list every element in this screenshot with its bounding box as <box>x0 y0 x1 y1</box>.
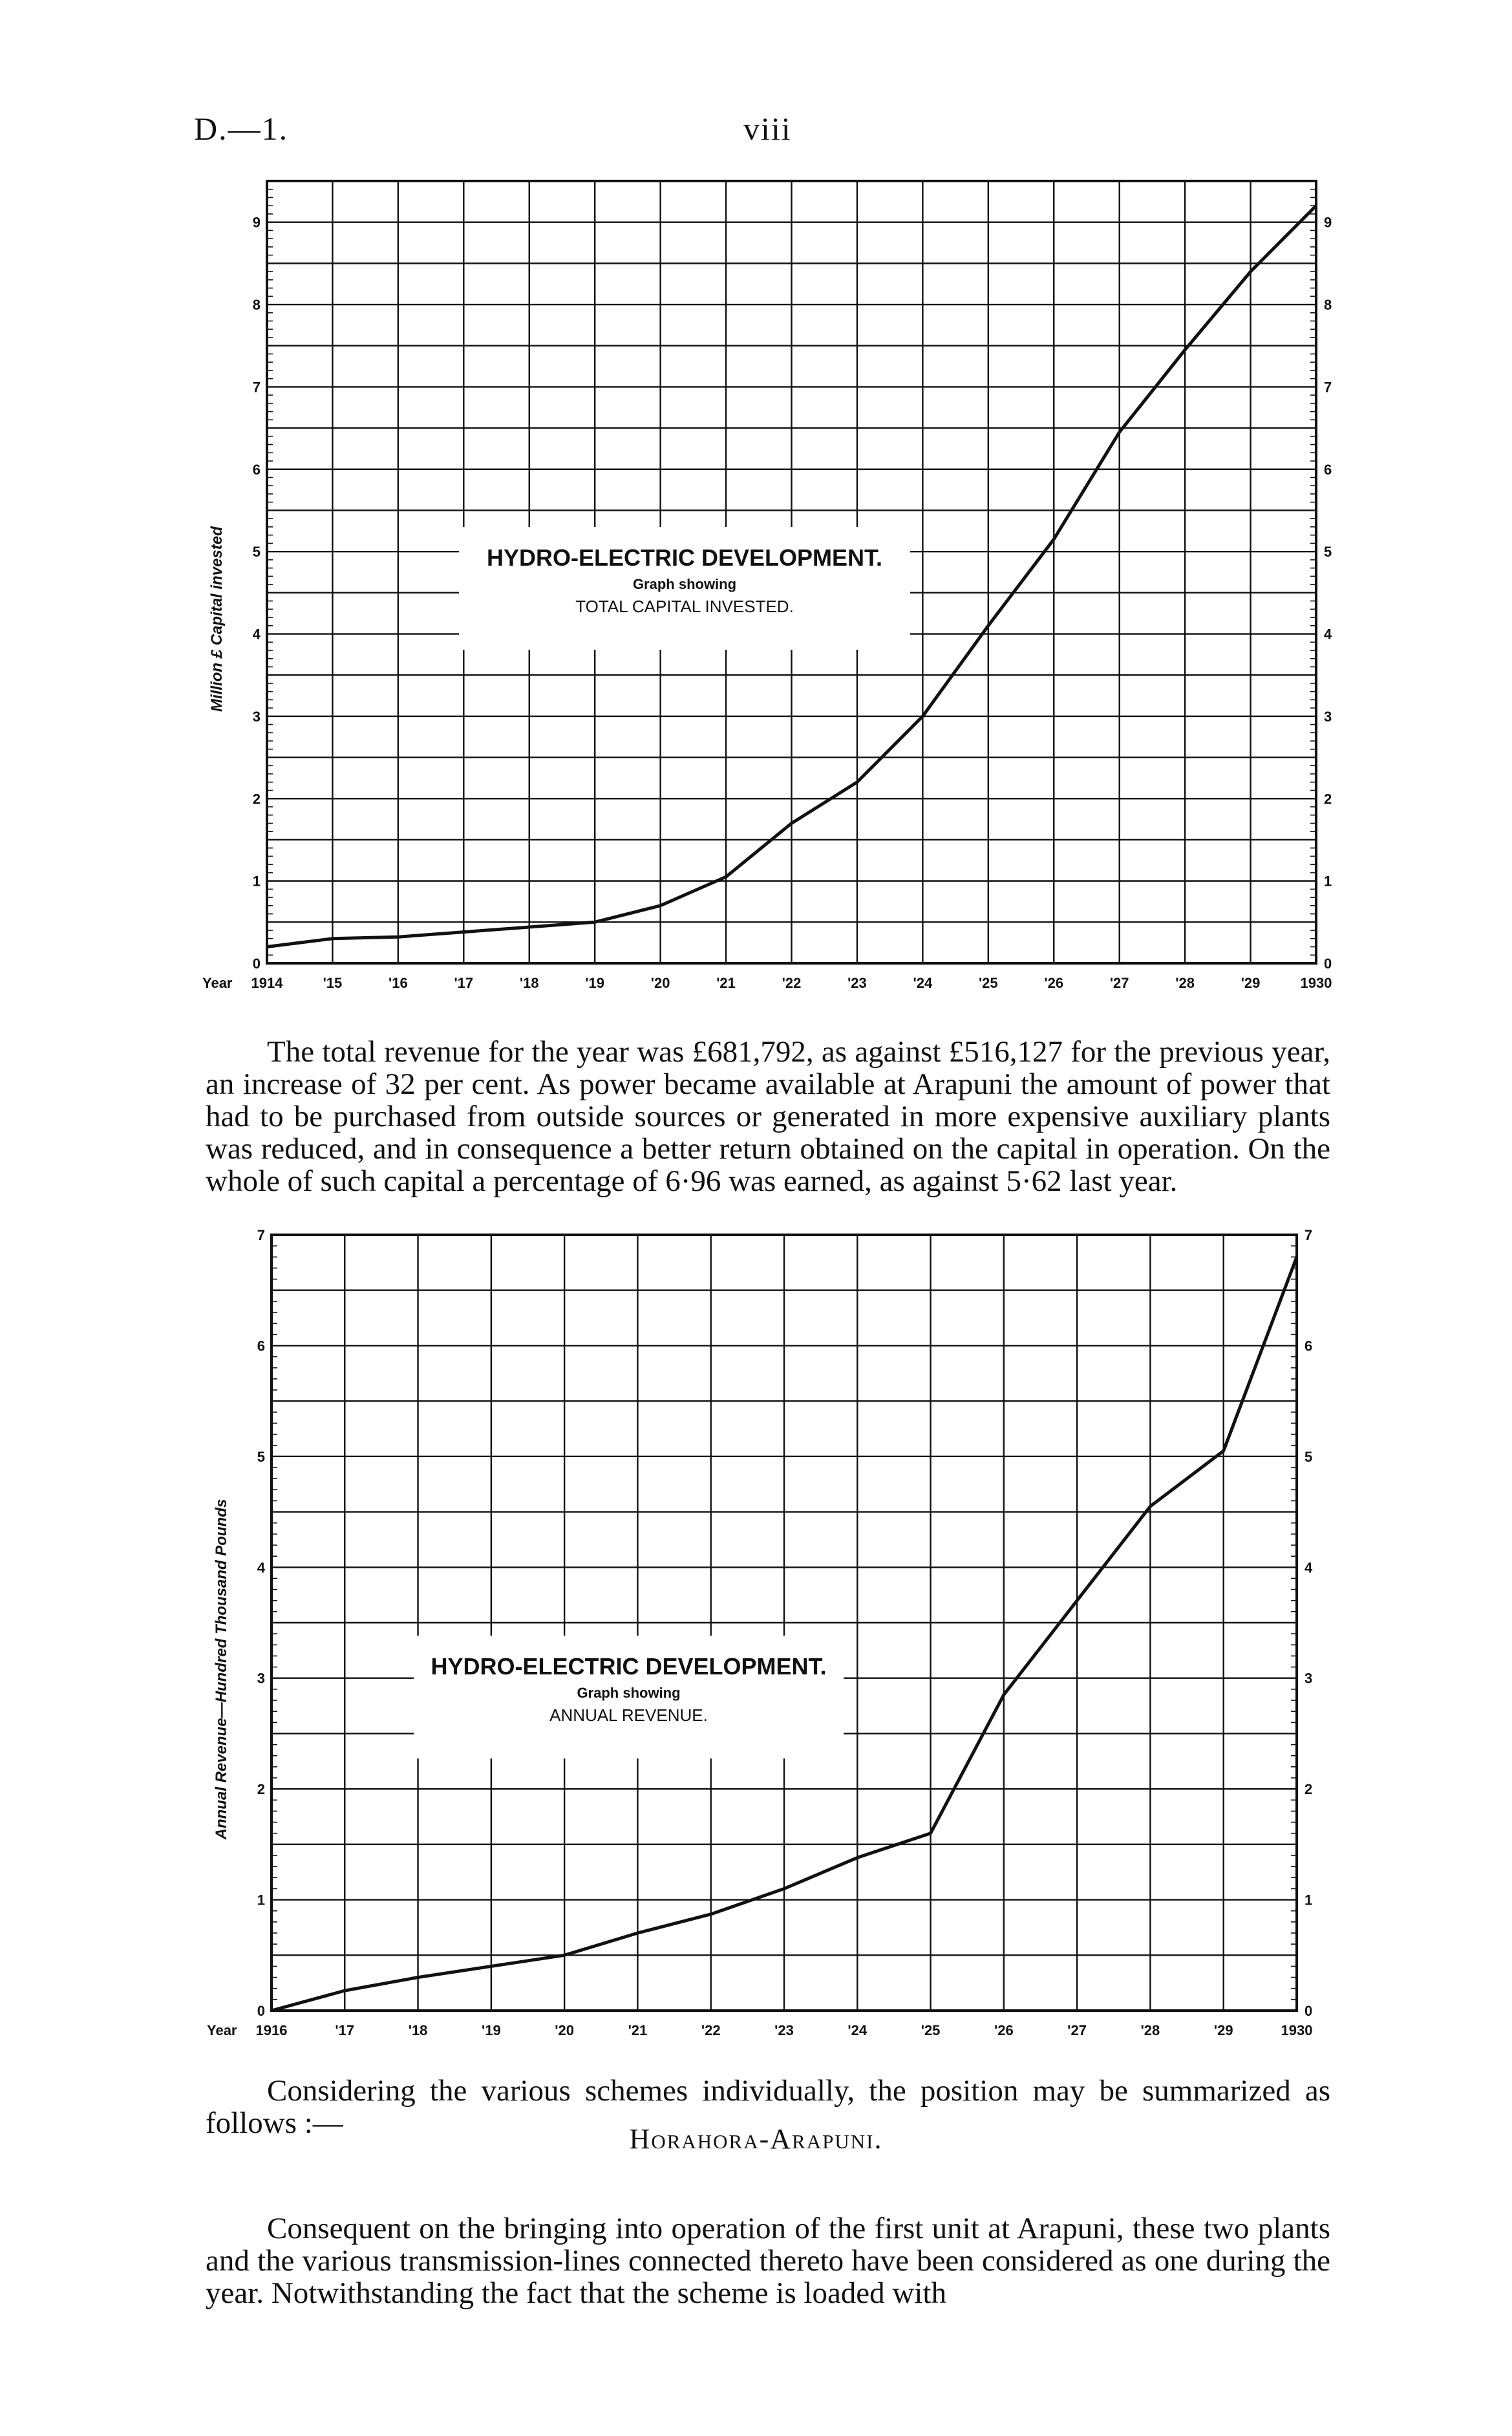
x-axis-label: Year <box>202 975 233 991</box>
y-tick-label-right: 9 <box>1324 214 1332 231</box>
y-tick-label-left: 7 <box>257 1227 265 1243</box>
capital-invested-chart <box>0 168 1512 1009</box>
x-tick-label: '26 <box>1044 975 1064 991</box>
y-tick-label-left: 4 <box>252 626 261 643</box>
y-tick-label-left: 8 <box>252 297 261 314</box>
y-axis-label: Annual Revenue—Hundred Thousand Pounds <box>213 1499 230 1840</box>
x-tick-label: '25 <box>978 975 998 991</box>
y-tick-label-left: 0 <box>257 2003 265 2019</box>
x-tick-label: '24 <box>847 2022 868 2038</box>
x-tick-label: '24 <box>913 975 933 991</box>
paragraph-horahora-text: Consequent on the bringing into operation of the first unit at Arapuni, these two plants and the various transmission-lines connected thereto have been considered as one during the year. Notwithstanding the fact that the scheme is loaded with <box>206 2212 1330 2310</box>
y-tick-label-right: 7 <box>1324 379 1332 396</box>
x-tick-label: '21 <box>628 2022 648 2038</box>
x-tick-label: '20 <box>555 2022 574 2038</box>
y-tick-label-right: 0 <box>1324 956 1332 972</box>
y-axis-label: Million £ Capital invested <box>208 526 226 712</box>
x-tick-label: '15 <box>323 975 343 991</box>
x-tick-label: '25 <box>921 2022 941 2038</box>
annual-revenue-chart <box>0 1215 1512 2043</box>
y-tick-label-left: 1 <box>252 873 261 890</box>
y-tick-label-right: 6 <box>1304 1338 1313 1354</box>
x-tick-label: '20 <box>650 975 670 991</box>
x-tick-label: '17 <box>335 2022 355 2038</box>
y-tick-label-right: 4 <box>1324 626 1332 643</box>
y-tick-label-left: 3 <box>252 708 261 725</box>
x-tick-label: '29 <box>1213 2022 1233 2038</box>
y-tick-label-right: 2 <box>1304 1781 1313 1798</box>
x-tick-label: '19 <box>482 2022 501 2038</box>
paragraph-revenue <box>206 1036 1330 1197</box>
x-tick-label: '23 <box>847 975 867 991</box>
chart-subtitle: Graph showing <box>577 1685 681 1701</box>
y-tick-label-left: 5 <box>257 1448 265 1465</box>
x-tick-label: '18 <box>408 2022 428 2038</box>
y-tick-label-left: 2 <box>252 791 261 807</box>
y-tick-label-right: 4 <box>1304 1559 1313 1576</box>
x-tick-label: '26 <box>994 2022 1014 2038</box>
x-tick-label: '27 <box>1067 2022 1087 2038</box>
y-tick-label-right: 5 <box>1304 1448 1313 1465</box>
section-heading: Horahora-Arapuni. <box>629 2123 883 2155</box>
chart-subtitle: Graph showing <box>632 576 737 592</box>
x-tick-label: '28 <box>1175 975 1195 991</box>
x-tick-label: '19 <box>585 975 605 991</box>
y-tick-label-left: 4 <box>257 1559 265 1576</box>
chart-title: HYDRO-ELECTRIC DEVELOPMENT. <box>431 1653 827 1680</box>
paragraph-summary-text: Considering the various schemes individually, the position may be summarized as follows :— <box>206 2074 1330 2140</box>
page-number: viii <box>743 111 792 147</box>
chart-subtitle-2: TOTAL CAPITAL INVESTED. <box>575 597 794 616</box>
y-tick-label-left: 1 <box>257 1892 265 1908</box>
y-tick-label-left: 3 <box>257 1670 265 1687</box>
x-tick-label: '21 <box>716 975 736 991</box>
y-tick-label-right: 7 <box>1304 1227 1313 1243</box>
y-tick-label-left: 9 <box>252 214 261 231</box>
x-tick-label: '28 <box>1140 2022 1160 2038</box>
chart-title: HYDRO-ELECTRIC DEVELOPMENT. <box>486 544 883 571</box>
y-tick-label-left: 2 <box>257 1781 265 1798</box>
x-tick-label: '18 <box>519 975 539 991</box>
x-tick-label: 1930 <box>1281 2022 1313 2038</box>
y-tick-label-left: 5 <box>252 544 261 561</box>
x-tick-label: '17 <box>454 975 474 991</box>
y-tick-label-right: 1 <box>1324 873 1332 890</box>
y-tick-label-right: 1 <box>1304 1892 1313 1908</box>
y-tick-label-right: 8 <box>1324 297 1332 314</box>
y-tick-label-left: 6 <box>252 461 261 478</box>
y-tick-label-right: 6 <box>1324 461 1332 478</box>
x-tick-label: '22 <box>782 975 802 991</box>
y-tick-label-left: 7 <box>252 379 261 396</box>
x-tick-label: '29 <box>1240 975 1261 991</box>
y-tick-label-right: 2 <box>1324 791 1332 807</box>
y-tick-label-right: 3 <box>1304 1670 1313 1687</box>
x-tick-label: 1930 <box>1300 975 1332 991</box>
y-tick-label-left: 6 <box>257 1338 265 1354</box>
y-tick-label-right: 0 <box>1304 2003 1313 2019</box>
y-tick-label-right: 3 <box>1324 708 1332 725</box>
y-tick-label-right: 5 <box>1324 544 1332 561</box>
x-tick-label: '22 <box>701 2022 721 2038</box>
x-axis-label: Year <box>207 2022 237 2038</box>
x-tick-label: 1914 <box>251 975 283 991</box>
x-tick-label: '23 <box>774 2022 794 2038</box>
document-reference: D.—1. <box>194 111 289 147</box>
x-tick-label: '27 <box>1109 975 1129 991</box>
y-tick-label-left: 0 <box>252 956 261 972</box>
paragraph-revenue-text: The total revenue for the year was £681,792, as against £516,127 for the previous year, an increase of 32 per cent. As power became available at Arapuni the amount of power that had to be purchased from outside sources or generated in more expensive auxiliary plants was reduced, and in consequence a better return obtained on the capital in operation. On the whole of such capital a percentage of 6·96 was earned, as against 5·62 last year. <box>206 1035 1330 1198</box>
x-tick-label: 1916 <box>255 2022 288 2038</box>
paragraph-horahora <box>206 2212 1330 2309</box>
chart-subtitle-2: ANNUAL REVENUE. <box>549 1705 708 1725</box>
x-tick-label: '16 <box>389 975 408 991</box>
